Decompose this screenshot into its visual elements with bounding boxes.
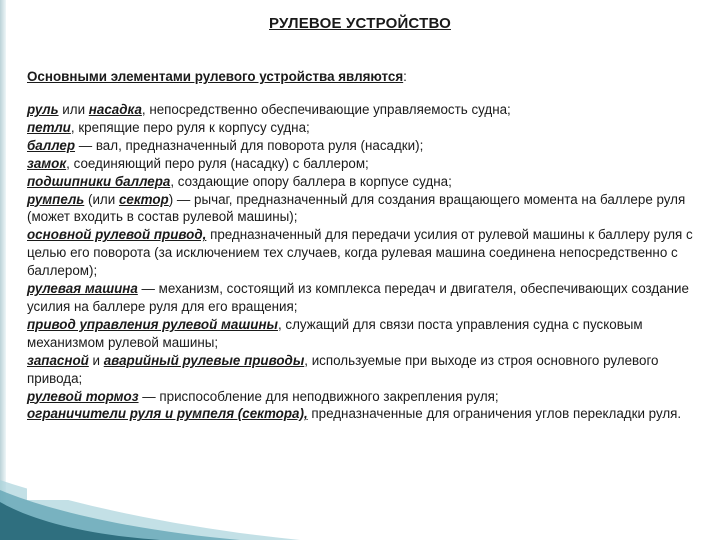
term-label: сектор [118, 191, 169, 207]
term-label: рулевая машина [27, 281, 138, 297]
term-label: ограничители руля и румпеля (сектора), [27, 406, 308, 422]
list-item [27, 119, 699, 137]
intro-line [27, 68, 699, 85]
list-item [27, 388, 699, 406]
definition-text: — механизм, состоящий из комплекса передач и двигателя, обеспечивающих создание усилия на баллере руля для его вращения; [27, 281, 689, 314]
element-list [27, 101, 699, 423]
term-label: запасной [27, 352, 89, 368]
definition-text: (или [84, 191, 119, 207]
term-label: петли [27, 119, 71, 135]
left-decorative-stripe [0, 0, 30, 540]
definition-text: или [58, 102, 89, 117]
list-item [27, 173, 699, 191]
definition-text: — вал, предназначенный для поворота руля (насадки); [75, 137, 424, 153]
list-item [27, 405, 699, 423]
term-label: румпель [27, 191, 85, 207]
list-item [27, 316, 699, 352]
list-item [27, 101, 699, 119]
definition-text: и [88, 352, 104, 368]
definition-text: , соединяющий перо руля (насадку) с баллером; [66, 155, 369, 171]
term-label: основной рулевой привод, [27, 227, 207, 243]
definition-text: , крепящие перо руля к корпусу судна; [70, 119, 310, 135]
list-item [27, 280, 699, 316]
term-label: привод управления рулевой машины [27, 316, 278, 332]
definition-text: , непосредственно обеспечивающие управляемость судна; [141, 102, 511, 117]
definition-text: , служащий для связи поста управления судна с пусковым механизмом рулевой машины; [27, 316, 643, 350]
term-label: рулевой тормоз [27, 388, 139, 404]
definition-text: — приспособление для неподвижного закрепления руля; [138, 388, 499, 404]
definition-text: , используемые при выходе из строя основного рулевого привода; [27, 352, 659, 386]
definition-text: предназначенный для передачи усилия от рулевой машины к баллеру руля с целью его поворота (за исключением тех случаев, когда рулевая машина соединена непосредственно с баллером); [27, 227, 693, 279]
list-item [27, 155, 699, 173]
list-item [27, 191, 699, 227]
list-item [27, 352, 699, 388]
term-label: аварийный рулевые приводы [103, 352, 305, 368]
term-label: баллер [27, 137, 76, 153]
intro-colon: : [403, 69, 407, 84]
term-label: подшипники баллера [27, 173, 171, 189]
term-label: замок [27, 155, 67, 171]
list-item [27, 226, 699, 280]
definition-text: ) — рычаг, предназначенный для создания вращающего момента на баллере руля (может входить в состав рулевой машины); [27, 191, 686, 225]
term-label: руль [27, 102, 59, 117]
term-label: насадка [88, 102, 142, 117]
slide-title: РУЛЕВОЕ УСТРОЙСТВО [269, 15, 451, 32]
intro-text: Основными элементами рулевого устройства являются [27, 69, 404, 84]
definition-text: , создающие опору баллера в корпусе судна; [170, 173, 452, 189]
content-panel [27, 66, 699, 500]
definition-text: предназначенные для ограничения углов перекладки руля. [307, 406, 682, 422]
list-item [27, 137, 699, 155]
